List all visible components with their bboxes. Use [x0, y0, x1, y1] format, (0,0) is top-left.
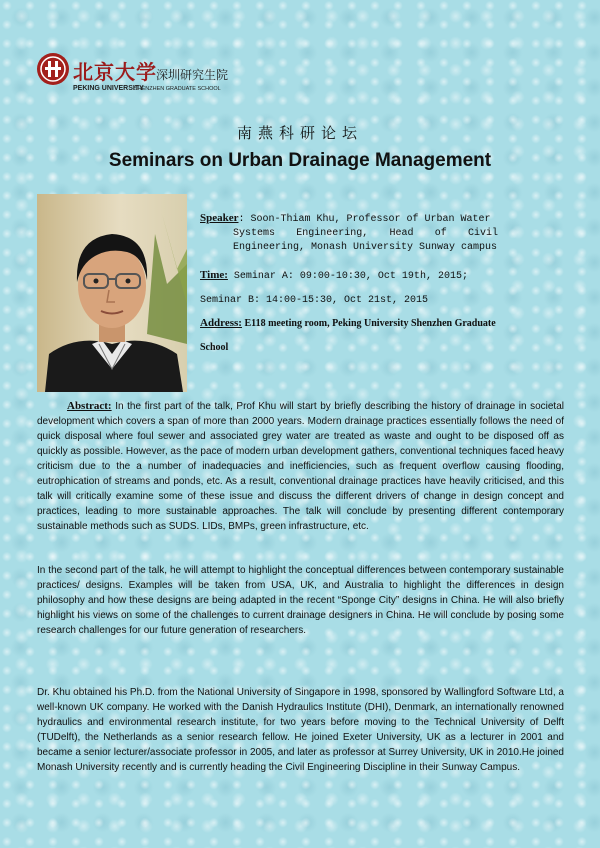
speaker-info	[200, 211, 498, 255]
forum-title-chinese: 南燕科研论坛	[236, 124, 363, 142]
address-value: E118 meeting room, Peking University Shenzhen Graduate School	[200, 318, 496, 353]
logo-chinese-school: 深圳研究生院	[156, 68, 229, 82]
abstract-paragraph-2: In the second part of the talk, he will attempt to highlight the conceptual differences between contemporary sustainable practices/ designs. Examples will be taken from USA, UK, and Australia to highlight the differences in design philosophy and how these designs are being adapted in the recent “Sponge City” designs in China. He will also briefly highlight his views on some of the challenges to current drainage designers in China. He will conclude by posing some research challenges for our future generation of researchers.	[37, 565, 564, 636]
time-value: Seminar A: 09:00-10:30, Oct 19th, 2015; Seminar B: 14:00-15:30, Oct 21st, 2015	[200, 271, 468, 306]
time-label: Time:	[200, 269, 228, 281]
abstract-text-1: In the first part of the talk, Prof Khu will start by briefly describing the history of drainage in societal development which covers a span of more than 2000 years. Modern drainage practices essentially follows the need of quick disposal where foul sewer and associated grey water are treated as waste and ought to be disposed off as quickly as possible. However, as the pace of modern urban development gathers, conventional techniques faced heavy criticism due to the a number of inadequacies and inefficiencies, such as frequent overflow causing flooding, eutrophication of streams and ponds, etc. As a result, conventional drainage practices have heavily criticised, and this talk will critically examine some of these issue and discuss the different drivers of change in design concept and practices, leading to more sustainable approaches. The talk will conclude by presenting different contemporary sustainable methods such as SUDS. LIDs, BMPs, green infrastructure, etc.	[37, 401, 564, 532]
logo-english-name: PEKING UNIVERSITY	[73, 85, 144, 92]
university-logo	[36, 52, 229, 96]
seminar-address	[200, 311, 498, 360]
abstract-label: Abstract:	[67, 400, 112, 412]
speaker-portrait-icon	[37, 194, 187, 392]
peking-university-emblem-icon	[36, 52, 70, 86]
speaker-name: : Soon-Thiam Khu, Professor of Urban Water	[238, 214, 491, 225]
logo-english-school: SHENZHEN GRADUATE SCHOOL	[134, 86, 221, 92]
speaker-label: Speaker	[200, 212, 239, 224]
speaker-detail: Systems Engineering, Head of Civil Engineering, Monash University Sunway campus	[233, 228, 498, 253]
seminar-title: Seminars on Urban Drainage Management	[108, 150, 492, 171]
address-label: Address:	[200, 317, 242, 329]
logo-chinese-name: 北京大学	[73, 60, 157, 84]
speaker-biography: Dr. Khu obtained his Ph.D. from the National University of Singapore in 1998, sponsored by Wallingford Software Ltd, a well-known UK company. He worked with the Danish Hydraulics Institute (DHI), Denmark, an internationally renowned hydraulics and environmental research institute, for two years before moving to the Technical University of Delft (TUDelft), the Netherlands as a senior research fellow. He joined Exeter University, UK as a lecturer in 2001 and became a senior lecturer/associate professor in 2005, and later as professor at Surrey University, UK in 2010.He joined Monash University recently and is currently heading the Civil Engineering Discipline in their Sunway Campus.	[37, 687, 564, 773]
speaker-photo	[37, 194, 187, 392]
seminar-time	[200, 263, 498, 313]
abstract-paragraph-1	[37, 399, 564, 534]
